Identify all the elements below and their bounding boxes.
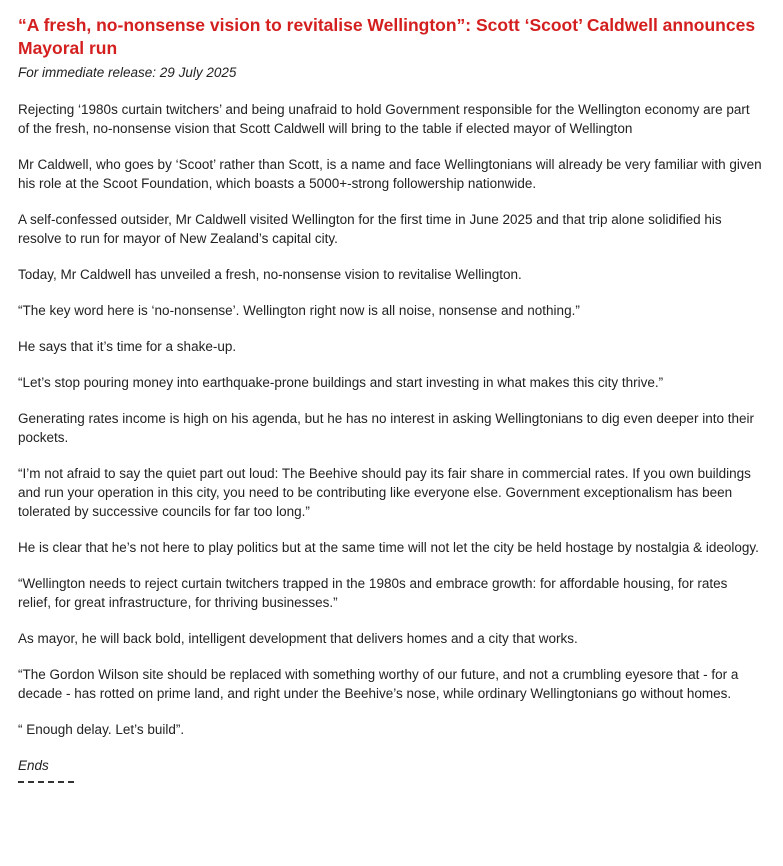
ends-marker: Ends	[18, 758, 49, 773]
quote-paragraph: “The key word here is ‘no-nonsense’. Wellington right now is all noise, nonsense and nothing.”	[18, 303, 580, 318]
quote-paragraph: “ Enough delay. Let’s build”.	[18, 722, 185, 737]
quote-paragraph: “I’m not afraid to say the quiet part out loud: The Beehive should pay its fair share in commercial rates. If you own buildings and run your operation in this city, you need to be contributing like everyone else. Government exceptionalism has been tolerated by successive councils for far too long.”	[18, 466, 751, 519]
paragraph: As mayor, he will back bold, intelligent development that delivers homes and a city that works.	[18, 631, 578, 646]
quote-paragraph: “The Gordon Wilson site should be replaced with something worthy of our future, and not a crumbling eyesore that - for a decade - has rotted on prime land, and right under the Beehive’s nose, while ordinary Wellingtonians go without homes.	[18, 667, 739, 701]
press-release	[18, 14, 763, 783]
quote-paragraph: “Let’s stop pouring money into earthquake-prone buildings and start investing in what makes this city thrive.”	[18, 375, 664, 390]
end-divider	[18, 781, 74, 783]
paragraph: He says that it’s time for a shake-up.	[18, 339, 237, 354]
quote-paragraph: “Wellington needs to reject curtain twitchers trapped in the 1980s and embrace growth: for affordable housing, for rates relief, for great infrastructure, for thriving businesses.”	[18, 576, 728, 610]
paragraph: Today, Mr Caldwell has unveiled a fresh, no-nonsense vision to revitalise Wellington.	[18, 267, 522, 282]
paragraph: Rejecting ‘1980s curtain twitchers’ and being unafraid to hold Government responsible for the Wellington economy are part of the fresh, no-nonsense vision that Scott Caldwell will bring to the table if elected mayor of Wellington	[18, 102, 750, 136]
paragraph: Mr Caldwell, who goes by ‘Scoot’ rather than Scott, is a name and face Wellingtonians will already be very familiar with given his role at the Scoot Foundation, which boasts a 5000+-strong followership nationwide.	[18, 157, 762, 191]
release-date: For immediate release: 29 July 2025	[18, 65, 237, 80]
paragraph: Generating rates income is high on his agenda, but he has no interest in asking Wellingtonians to dig even deeper into their pockets.	[18, 411, 754, 445]
headline: “A fresh, no-nonsense vision to revitalise Wellington”: Scott ‘Scoot’ Caldwell announces Mayoral run	[18, 15, 756, 58]
paragraph: He is clear that he’s not here to play politics but at the same time will not let the city be held hostage by nostalgia & ideology.	[18, 540, 759, 555]
article-body	[18, 100, 763, 783]
paragraph: A self-confessed outsider, Mr Caldwell visited Wellington for the first time in June 2025 and that trip alone solidified his resolve to run for mayor of New Zealand’s capital city.	[18, 212, 722, 246]
